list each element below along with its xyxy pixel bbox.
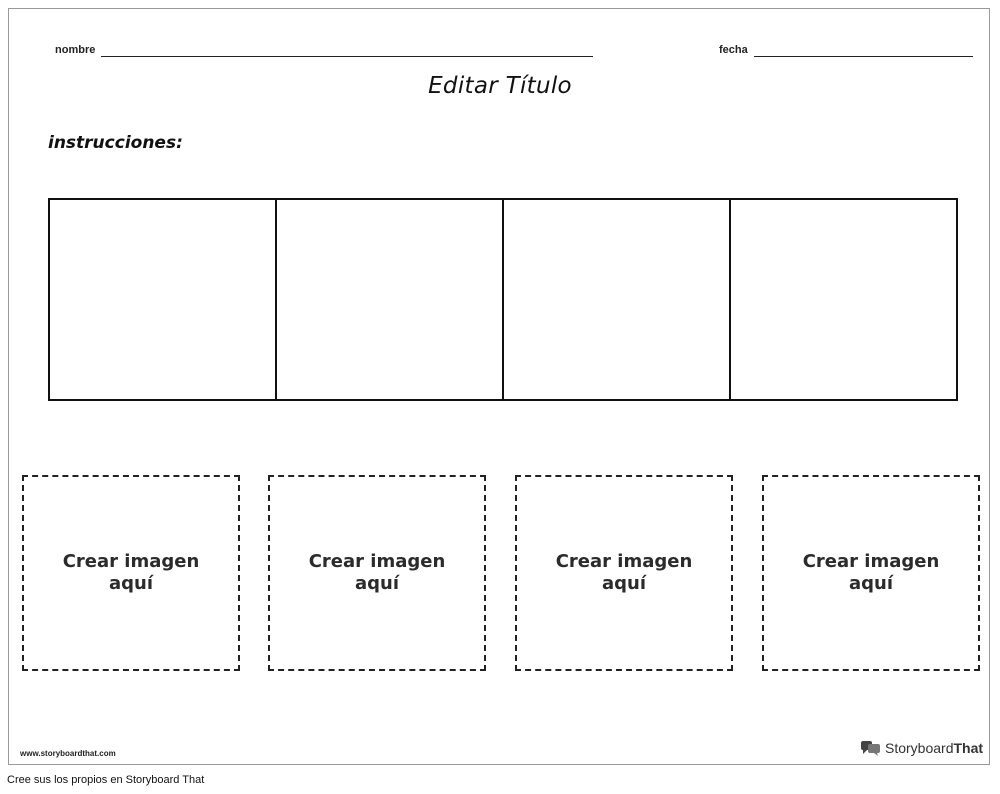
brand-name-part2: That [953, 740, 984, 756]
date-label: fecha [719, 44, 748, 56]
storyboard-frame-2[interactable] [277, 200, 504, 399]
image-placeholder-3[interactable] [515, 475, 733, 671]
storyboard-frame-4[interactable] [731, 200, 956, 399]
storyboardthat-logo [861, 740, 983, 756]
site-url: www.storyboardthat.com [20, 749, 116, 758]
image-placeholder-4[interactable] [762, 475, 980, 671]
chat-bubbles-icon [861, 740, 881, 756]
worksheet-page [8, 8, 990, 765]
image-placeholder-2[interactable] [268, 475, 486, 671]
brand-name [885, 740, 983, 756]
storyboard-frames [48, 198, 958, 401]
name-field-line[interactable] [101, 56, 593, 57]
name-label: nombre [55, 44, 96, 56]
image-placeholder-1[interactable] [22, 475, 240, 671]
instructions-label[interactable]: instrucciones: [48, 133, 183, 153]
storyboard-frame-1[interactable] [50, 200, 277, 399]
image-placeholder-label: Crear imagen aquí [308, 551, 446, 594]
storyboard-frame-3[interactable] [504, 200, 731, 399]
worksheet-title[interactable]: Editar Título [428, 73, 572, 99]
image-placeholder-label: Crear imagen aquí [62, 551, 200, 594]
image-placeholder-label: Crear imagen aquí [555, 551, 693, 594]
date-field-line[interactable] [754, 56, 973, 57]
footer-note: Cree sus los propios en Storyboard That [7, 774, 205, 786]
brand-name-part1: Storyboard [885, 740, 954, 756]
image-placeholder-label: Crear imagen aquí [802, 551, 940, 594]
